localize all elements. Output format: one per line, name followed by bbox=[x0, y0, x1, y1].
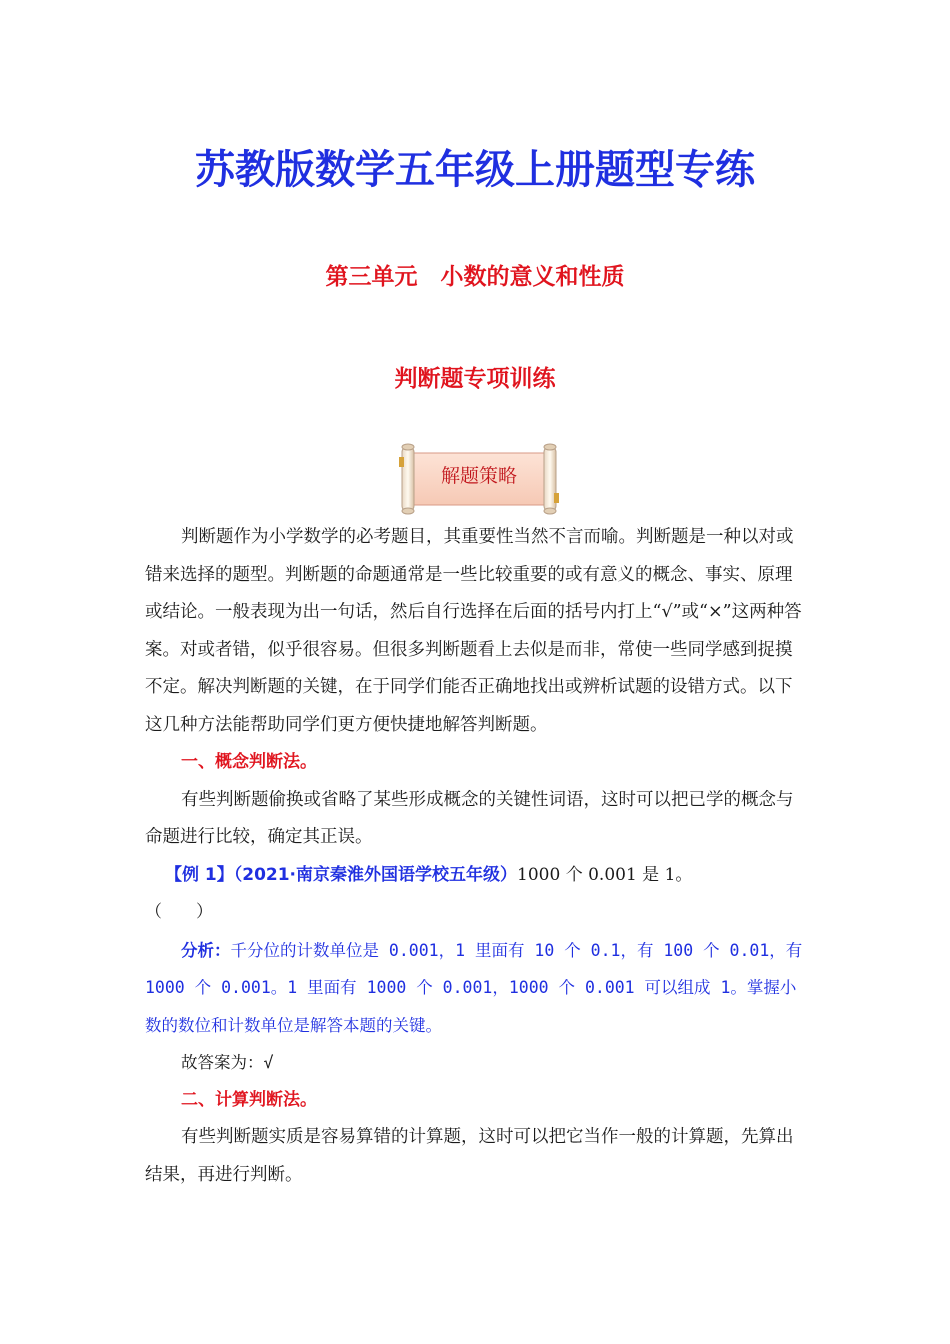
section1-heading: 一、概念判断法。 bbox=[181, 752, 317, 772]
unit-title: 第三单元 小数的意义和性质 bbox=[325, 264, 625, 290]
body-content bbox=[145, 519, 805, 1194]
example-1-text: 1000 个 0.001 是 1。 bbox=[517, 864, 693, 885]
intro-paragraph: 判断题作为小学数学的必考题目，其重要性当然不言而喻。判断题是一种以对或错来选择的题型。判断题的命题通常是一些比较重要的或有意义的概念、事实、原理或结论。一般表现为出一句话，然后自行选择在后面的括号内打上“√”或“×”这两种答案。对或者错，似乎很容易。但很多判断题看上去似是而非，常使一些同学感到捉摸不定。解决判断题的关键，在于同学们能否正确地找出或辨析试题的设错方式。以下这几种方法能帮助同学们更方便快捷地解答判断题。 bbox=[145, 527, 802, 735]
analysis-text: 千分位的计数单位是 0.001，1 里面有 10 个 0.1，有 100 个 0.01，有 1000 个 0.001。1 里面有 1000 个 0.001，1000 个 0.001 可以组成 1。掌握小数的数位和计数单位是解答本题的关键。 bbox=[145, 940, 803, 1035]
section-subtitle: 判断题专项训练 bbox=[394, 366, 556, 392]
section2-heading: 二、计算判断法。 bbox=[181, 1089, 317, 1110]
strategy-scroll-banner bbox=[396, 443, 562, 515]
example-1-bracket: （ ） bbox=[145, 902, 213, 922]
section1-paragraph: 有些判断题偷换或省略了某些形成概念的关键性词语，这时可以把已学的概念与命题进行比较，确定其正误。 bbox=[145, 789, 794, 847]
scroll-label: 解题策略 bbox=[440, 465, 517, 487]
analysis-label: 分析： bbox=[181, 940, 231, 960]
example-1-label: 【例 1】（2021·南京秦淮外国语学校五年级） bbox=[165, 864, 518, 885]
example-1-analysis bbox=[145, 932, 805, 1045]
example-1 bbox=[145, 857, 805, 895]
document-title: 苏教版数学五年级上册题型专练 bbox=[195, 147, 755, 193]
example-1-answer: 故答案为：√ bbox=[181, 1053, 274, 1072]
section2-paragraph: 有些判断题实质是容易算错的计算题，这时可以把它当作一般的计算题，先算出结果，再进行判断。 bbox=[145, 1127, 794, 1185]
